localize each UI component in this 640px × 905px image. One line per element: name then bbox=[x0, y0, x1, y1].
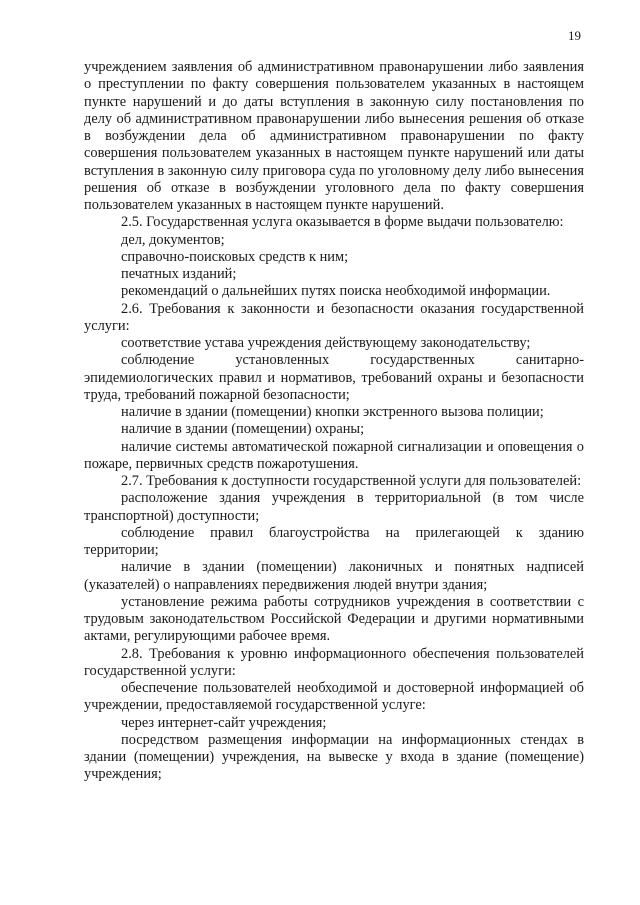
list-item: соблюдение установленных государственных санитарно-эпидемиологических правил и нормативов, требований охраны и безопасности труда, требований пожарной безопасности; bbox=[84, 352, 584, 403]
list-item: рекомендаций о дальнейших путях поиска необходимой информации. bbox=[121, 283, 551, 300]
paragraph-continuation: учреждением заявления об административном правонарушении либо заявления о преступлении по факту совершения пользователем указанных в настоящем пункте нарушений и до даты вступления в законную силу постановления по делу об административном правонарушении либо вынесения решения об отказе в возбуждении дела об административном правонарушении по факту совершения пользователем указанных в настоящем пункте нарушений или даты вступления в законную силу приговора суда по уголовному делу либо вынесения решения об отказе в возбуждении уголовного дела по факту совершения пользователем указанных в настоящем пункте нарушений. bbox=[84, 59, 584, 213]
paragraph-2-8: 2.8. Требования к уровню информационного обеспечения пользователей государственной услуги: bbox=[84, 645, 584, 679]
list-item: дел, документов; bbox=[121, 231, 225, 248]
list-item: расположение здания учреждения в территориальной (в том числе транспортной) доступности; bbox=[84, 490, 584, 524]
list-item: соблюдение правил благоустройства на прилегающей к зданию территории; bbox=[84, 524, 584, 558]
list-item: справочно-поисковых средств к ним; bbox=[121, 248, 349, 265]
document-body bbox=[84, 59, 584, 784]
page-number: 19 bbox=[568, 28, 581, 43]
list-item: печатных изданий; bbox=[121, 266, 237, 282]
list-item: обеспечение пользователей необходимой и достоверной информацией об учреждении, предоставляемой государственной услуге: bbox=[84, 680, 584, 714]
list-item: посредством размещения информации на информационных стендах в здании (помещении) учреждения, на вывеске у входа в здание (помещение) учреждения; bbox=[84, 731, 584, 783]
paragraph-2-7: 2.7. Требования к доступности государственной услуги для пользователей: bbox=[121, 473, 582, 489]
list-item: наличие в здании (помещении) кнопки экстренного вызова полиции; bbox=[121, 404, 544, 420]
list-item: соответствие устава учреждения действующему законодательству; bbox=[121, 335, 531, 351]
list-item: установление режима работы сотрудников учреждения в соответствии с трудовым законодательством Российской Федерации и другими нормативными актами, регулирующими рабочее время. bbox=[84, 593, 584, 645]
list-item: наличие системы автоматической пожарной сигнализации и оповещения о пожаре, первичных средств пожаротушения. bbox=[84, 438, 584, 472]
list-item: наличие в здании (помещении) охраны; bbox=[121, 421, 365, 438]
list-item: наличие в здании (помещении) лаконичных и понятных надписей (указателей) о направлениях передвижения людей внутри здания; bbox=[84, 559, 584, 593]
list-item: через интернет-сайт учреждения; bbox=[121, 714, 327, 731]
paragraph-2-6: 2.6. Требования к законности и безопасности оказания государственной услуги: bbox=[84, 300, 584, 334]
paragraph-2-5: 2.5. Государственная услуга оказывается в форме выдачи пользователю: bbox=[121, 214, 564, 231]
